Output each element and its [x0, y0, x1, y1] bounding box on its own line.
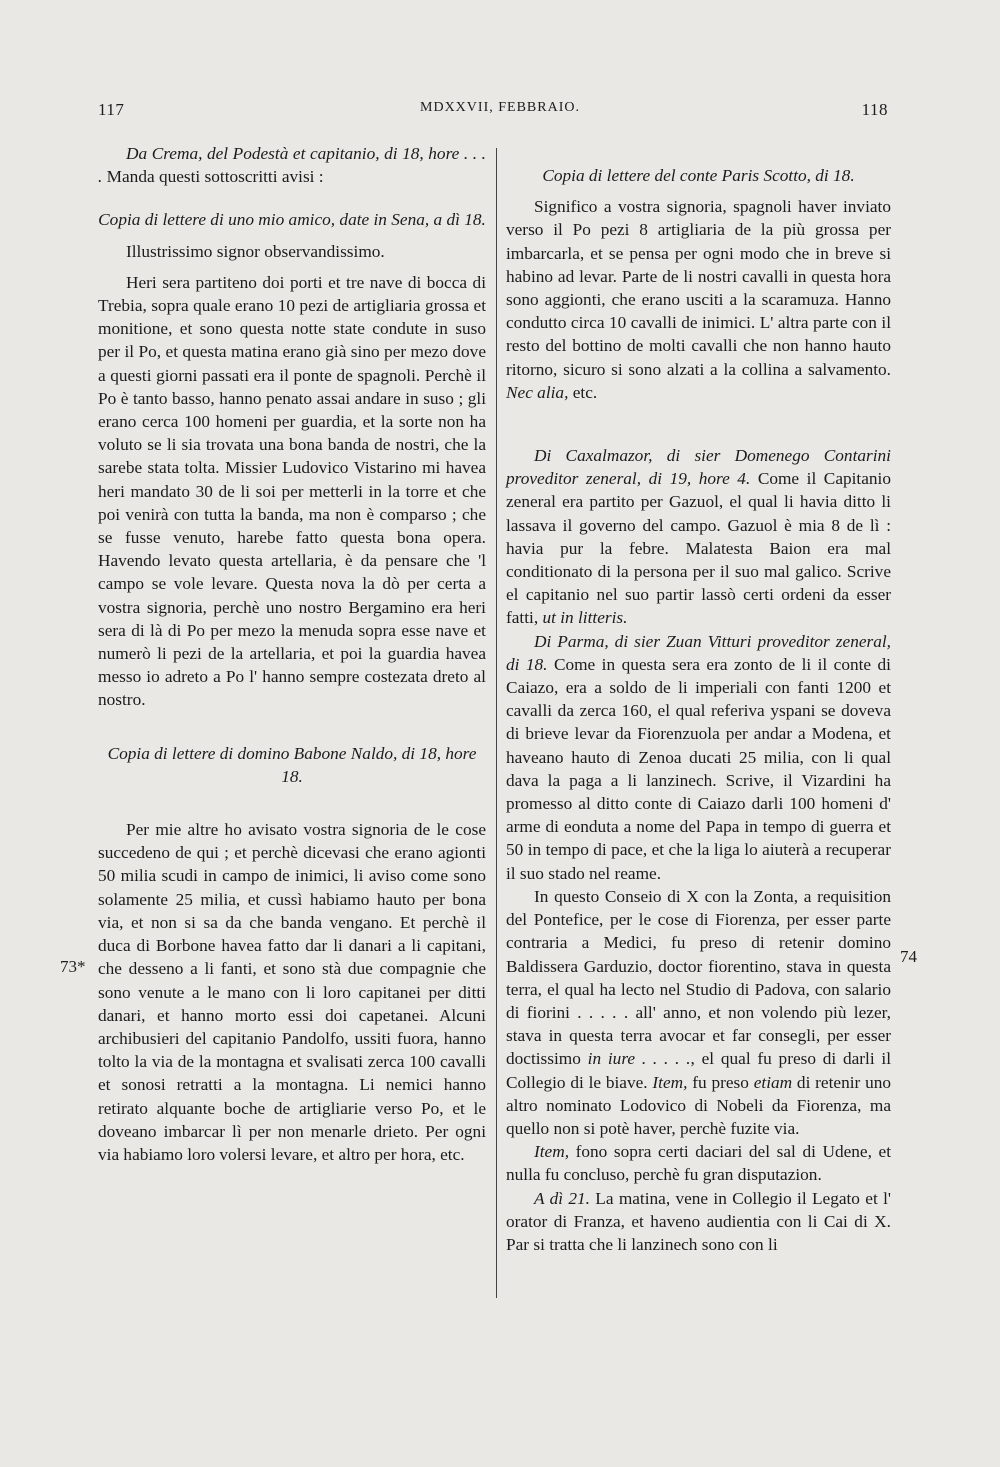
right-paragraph-3-text: Come in questa sera era zonto de li il conte di Caiazo, era a soldo de li imperiali con fanti 1200 et cavalli da zerca 160, el qual referiva yspani se doveva di brieve levar da Fiorenzuola per andar a Modena, et haveano hauto di Zenoa ducati 25 milia, con li qual dava la paga a li lanzinech. Scrive, il Vizardini ha promesso al ditto conte di Caiazo darli 100 homeni d' arme di eonduta a nome del Papa in tempo di guerra et 50 in tempo di pace, et che la liga lo aiuterà a recuperar il suo stado nel reame.	[506, 654, 891, 883]
letter-paragraph-2: Per mie altre ho avisato vostra signoria de le cose succedeno de qui ; et perchè dicevasi che erano agionti 50 milia scudi in campo de inimici, li aviso come sono solamente 25 milia, et cussì habiamo hauto per bona via, et non si sa da che banda vengano. Et perchè il duca di Borbone havea fatto dar li danari a li capitani, che desseno a li fanti, et sono stà due compagnie che sono venute a le mano con li loro capitanei per ditti danari, et hanno morto essi doi capetanei. Alcuni archibusieri del capitanio Pandolfo, ussiti fuora, hanno tolto la via de la montagna et svalisati zerca 100 cavalli et sonosi retratti a la montagna. Li nemici hanno retirato alquante boche de artigliarie verso Po, et le doveano imbarcar lì per non menarle drieto. Per ogni via habiamo loro volersi levare, et altro per hora, etc.	[98, 820, 486, 1164]
right-paragraph-4-c: , el qual fu preso di darli il Collegio di le biave.	[506, 1049, 891, 1092]
running-title: MDXXVII, FEBBRAIO.	[420, 100, 580, 115]
intro-paragraph	[98, 142, 486, 188]
right-paragraph-3	[506, 630, 891, 885]
right-paragraph-1-end: etc.	[568, 382, 598, 402]
column-divider	[496, 148, 497, 1298]
right-paragraph-2-end-italic: ut in litteris.	[542, 608, 628, 628]
right-paragraph-5-italic: Item,	[534, 1142, 570, 1162]
right-paragraph-1	[506, 195, 891, 404]
right-paragraph-6-italic: A dì 21.	[534, 1188, 590, 1208]
letter-paragraph-1: Heri sera partiteno doi porti et tre nave di bocca di Trebia, sopra quale erano 10 pezi de artigliaria grossa et monitione, et sono questa notte state condute in suso per il Po, et questa matina erano già sino per mezo dove a questi giorni passati era il ponte de spagnoli. Perchè il Po è tanto basso, hanno penato assai andare in suso ; gli erano cerca 100 homeni per guardia, et la sorte non ha voluto se li sia trovata una bona banda de nostri, che la sarebe stata tolta. Missier Ludovico Vistarino mi havea heri mandato 30 de li soi per metterli in la torre et che poi venirà con tutta la banda, ma non è comparso ; che se fusse venuto, harebe fatto questa bona opera. Havendo levato questa artellaria, è da pensare che 'l campo se vole levare. Questa nova la dò per certa a vostra signoria, perchè uno nostro Bergamino era heri sera di là di Po per mezo la menuda sopra esse nave et numerò li pezi de la artellaria, et poi la guardia havea messo io adreto a Po l' hanno sempre costezata dreto al nostro.	[98, 272, 486, 710]
letter-heading-1: Copia di lettere di uno mio amico, date in Sena, a dì 18.	[98, 210, 486, 230]
right-paragraph-4-a: In questo Conseio di X con la Zonta, a requisition del Pontefice, per le cose di Fiorenza, per esser parte contraria a Medici, fu preso di retenir domino Baldissera Garduzio, doctor fiorentino, stava in questa terra, el qual ha lecto nel Studio di Padova, con salario di fiorini . . . . . all' anno, et non volendo più lezer, stava in questa terra avocar et far consegli, per esser doctissimo	[506, 886, 891, 1069]
right-paragraph-2	[506, 444, 891, 630]
right-paragraph-4-d: Item,	[652, 1072, 688, 1092]
left-page-number: 117	[98, 100, 125, 119]
right-paragraph-1-text: Significo a vostra signoria, spagnoli haver inviato verso il Po pezi 8 artigliaria de la più grossa per imbarcarla, et se pensa per ogni modo che in breve si habino ad levar. Parte de li nostri cavalli in questa hora sono aggionti, che erano usciti a la scaramuza. Hanno condutto circa 10 cavalli de inimici. L' altra parte con il resto del bottino de molti cavalli che non hanno hauto ritorno, sicuro si sono alzati a la collina a salvamento.	[506, 197, 891, 379]
intro-rest: Manda questi sottoscritti avisi :	[102, 167, 324, 187]
right-paragraph-6	[506, 1187, 891, 1257]
salutation: Illustrissimo signor observandissimo.	[126, 241, 385, 261]
right-page-number: 118	[861, 100, 888, 119]
right-paragraph-4-g: di retenir uno altro nominato Lodovico di Nobeli da Fiorenza, ma quello non si potè haver, perchè fuzite via.	[506, 1072, 892, 1138]
right-paragraph-2-italic: Di Caxalmazor, di sier Domenego Contarini proveditor zeneral, di 19, hore 4.	[506, 446, 891, 489]
left-column	[98, 142, 486, 1166]
left-margin-number: 73*	[60, 957, 86, 976]
right-paragraph-1-italic: Nec alia,	[506, 382, 569, 402]
right-margin-number: 74	[900, 947, 917, 966]
right-paragraph-4-b: in iure . . . . .	[587, 1049, 691, 1069]
right-column	[506, 142, 891, 1256]
right-paragraph-3-italic: Di Parma, di sier Zuan Vitturi proveditor zeneral, di 18.	[506, 631, 891, 674]
right-paragraph-4	[506, 885, 891, 1140]
right-paragraph-6-text: La matina, vene in Collegio il Legato et l' orator di Franza, et haveno audientia con li Cai di X. Par si tratta che li lanzinech sono con li	[506, 1188, 891, 1254]
right-paragraph-4-e: fu preso	[687, 1072, 754, 1092]
right-paragraph-2-text: Come il Capitanio zeneral era partito per Gazuol, el qual li havia ditto li lassava il governo del campo. Gazuol è mia 8 de lì : havia pur la febre. Malatesta Baion era mal conditionato di la persona per il suo mal galico. Scrive el capitanio nel suo partir lassò certi ordeni da esser fatti,	[506, 469, 891, 628]
right-paragraph-5	[506, 1140, 891, 1186]
right-paragraph-4-f: etiam	[753, 1072, 793, 1092]
letter-heading-2: Copia di lettere di domino Babone Naldo, di 18, hore 18.	[107, 743, 477, 786]
intro-italic: Da Crema, del Podestà et capitanio, di 18, hore . . . .	[98, 144, 486, 187]
letter-heading-3: Copia di lettere del conte Paris Scotto, di 18.	[542, 166, 855, 185]
right-paragraph-5-text: fono sopra certi daciari del sal di Udene, et nulla fu concluso, perchè fu gran disputazion.	[506, 1142, 891, 1185]
